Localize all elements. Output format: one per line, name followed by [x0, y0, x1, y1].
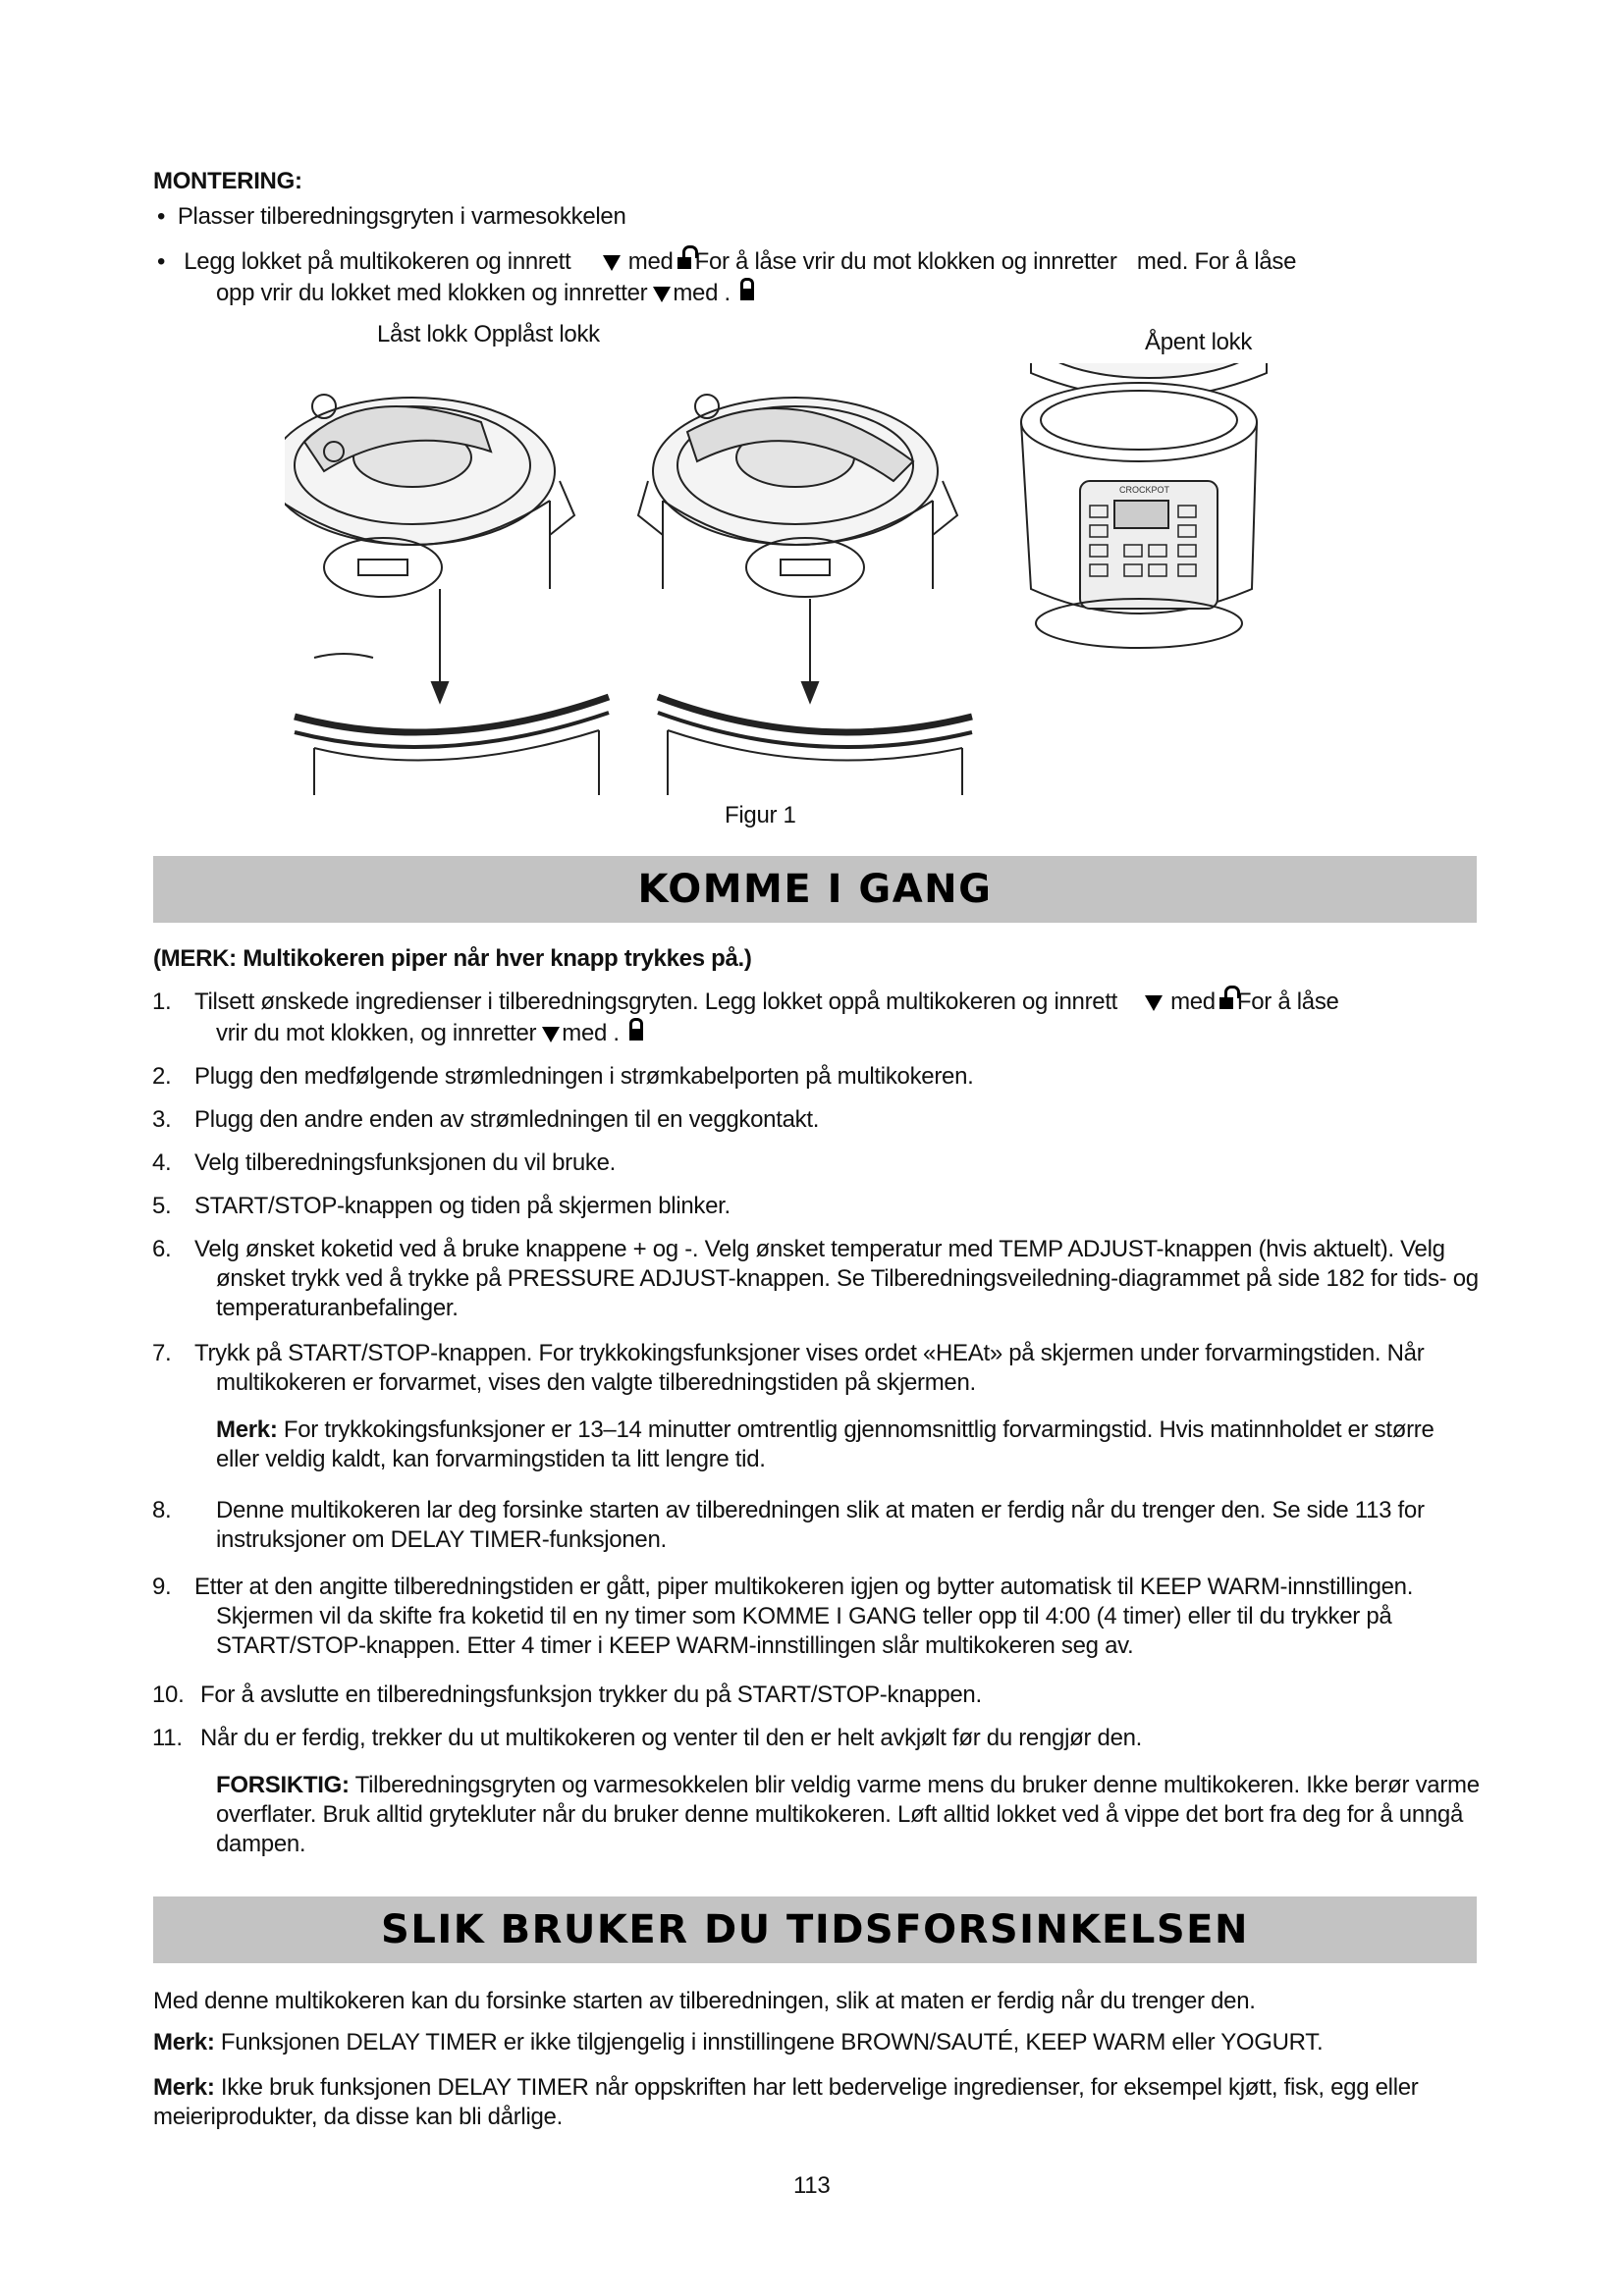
step-number: 1. — [152, 988, 172, 1015]
step-text: Plugg den medfølgende strømledningen i strømkabelporten på multikokeren. — [194, 1063, 974, 1090]
step-text: START/STOP-knappen og tiden på skjermen blinker. — [194, 1193, 731, 1219]
delay-timer-intro: Med denne multikokeren kan du forsinke starten av tilberedningen, slik at maten er ferdig når du trenger den. — [153, 1988, 1256, 2014]
mounting-bullet-2: • Legg lokket på multikokeren og innrett med For å låse vrir du mot klokken og innretter med. For å låse — [157, 248, 1297, 275]
section-banner-getting-started: KOMME I GANG — [153, 856, 1477, 923]
beep-note: (MERK: Multikokeren piper når hver knapp trykkes på.) — [153, 945, 752, 972]
step-text: Plugg den andre enden av strømledningen til en veggkontakt. — [194, 1106, 820, 1133]
step-number: 9. — [152, 1574, 172, 1600]
step-number: 7. — [152, 1340, 172, 1366]
step-text: Denne multikokeren lar deg forsinke starten av tilberedningen slik at maten er ferdig når du trenger den. Se side 113 for instruksjoner om DELAY TIMER-funksjonen. — [216, 1497, 1425, 1553]
figure-caption: Figur 1 — [725, 802, 796, 828]
step-number: 8. — [152, 1497, 172, 1523]
label-locked-unlocked: Låst lokk Opplåst lokk — [377, 321, 600, 347]
step-number: 10. — [152, 1682, 185, 1708]
open-lid-cooker — [1021, 363, 1267, 648]
unlocked-lid-cooker — [638, 395, 957, 597]
step-number: 4. — [152, 1149, 172, 1176]
step-text: Velg ønsket koketid ved å bruke knappene + og -. Velg ønsket temperatur med TEMP ADJUST-knappen (hvis aktuelt). Velg ønsket trykk ved å trykke på PRESSURE ADJUST-knappen. Se Tilberedningsveiledning-diagrammet på side 182 for tids- og temperaturanbefalinger. — [194, 1236, 1479, 1321]
step-text: Etter at den angitte tilberedningstiden er gått, piper multikokeren igjen og bytter automatisk til KEEP WARM-innstillingen. Skjermen vil da skifte fra koketid til en ny timer som KOMME I GANG teller opp til 4:00 (4 timer) eller til du trykker på START/STOP-knappen. Etter 4 timer i KEEP WARM-innstillingen slår multikokeren seg av. — [194, 1574, 1414, 1659]
step-7-note: Merk: For trykkokingsfunksjoner er 13–14 minutter omtrentlig gjennomsnittlig forvarmingstid. Hvis matinnholdet er større eller veldig kaldt, kan forvarmingstiden ta litt lengre tid. — [216, 1416, 1435, 1472]
align-triangle-icon — [603, 255, 621, 271]
step-number: 11. — [152, 1725, 183, 1751]
mounting-heading: MONTERING: — [153, 168, 302, 194]
page-number: 113 — [793, 2172, 831, 2199]
figure-1-illustration — [285, 363, 1365, 795]
mounting-bullet-1: • Plasser tilberedningsgryten i varmesokkelen — [157, 203, 626, 230]
step-text: Velg tilberedningsfunksjonen du vil bruke. — [194, 1149, 617, 1176]
delay-timer-note-1: Merk: Funksjonen DELAY TIMER er ikke tilgjengelig i innstillingene BROWN/SAUTÉ, KEEP WARM eller YOGURT. — [153, 2029, 1324, 2056]
align-triangle-icon — [1145, 995, 1163, 1011]
lock-icon — [740, 289, 754, 300]
section-banner-delay-timer: SLIK BRUKER DU TIDSFORSINKELSEN — [153, 1896, 1477, 1963]
step-number: 3. — [152, 1106, 172, 1133]
step-text: Når du er ferdig, trekker du ut multikokeren og venter til den er helt avkjølt før du rengjør den. — [200, 1725, 1143, 1751]
cooker-brand-text: CROCKPOT — [1119, 485, 1170, 495]
step-number: 2. — [152, 1063, 172, 1090]
unlock-icon — [1219, 997, 1233, 1009]
step-1-line-2: vrir du mot klokken, og innretter med . — [216, 1019, 647, 1048]
align-triangle-icon — [653, 287, 671, 302]
delay-timer-note-2: Merk: Ikke bruk funksjonen DELAY TIMER når oppskriften har lett bedervelige ingredienser, for eksempel kjøtt, fisk, egg eller meieriprodukter, da disse kan bli dårlige. — [153, 2074, 1419, 2130]
step-text: For å avslutte en tilberedningsfunksjon trykker du på START/STOP-knappen. — [200, 1682, 982, 1708]
caution-note: FORSIKTIG: Tilberedningsgryten og varmesokkelen blir veldig varme mens du bruker denne multikokeren. Ikke berør varme overflater. Bruk alltid grytekluter når du bruker denne multikokeren. Løft alltid lokket ved å vippe det bort fra deg for å unngå dampen. — [216, 1772, 1480, 1857]
locked-lid-cooker — [285, 395, 574, 597]
lock-icon — [629, 1029, 643, 1041]
label-open-lid: Åpent lokk — [1145, 329, 1253, 355]
unlock-icon — [677, 257, 691, 269]
step-number: 5. — [152, 1193, 172, 1219]
step-number: 6. — [152, 1236, 172, 1262]
step-text: Trykk på START/STOP-knappen. For trykkokingsfunksjoner vises ordet «HEAt» på skjermen under forvarmingstiden. Når multikokeren er forvarmet, vises den valgte tilberedningstiden på skjermen. — [194, 1340, 1425, 1396]
mounting-bullet-2-line-2: opp vrir du lokket med klokken og innretter med . — [216, 279, 758, 308]
align-triangle-icon — [542, 1027, 560, 1042]
step-1-line-1: Tilsett ønskede ingredienser i tilberedningsgryten. Legg lokket oppå multikokeren og innrett med For å låse — [194, 988, 1339, 1015]
